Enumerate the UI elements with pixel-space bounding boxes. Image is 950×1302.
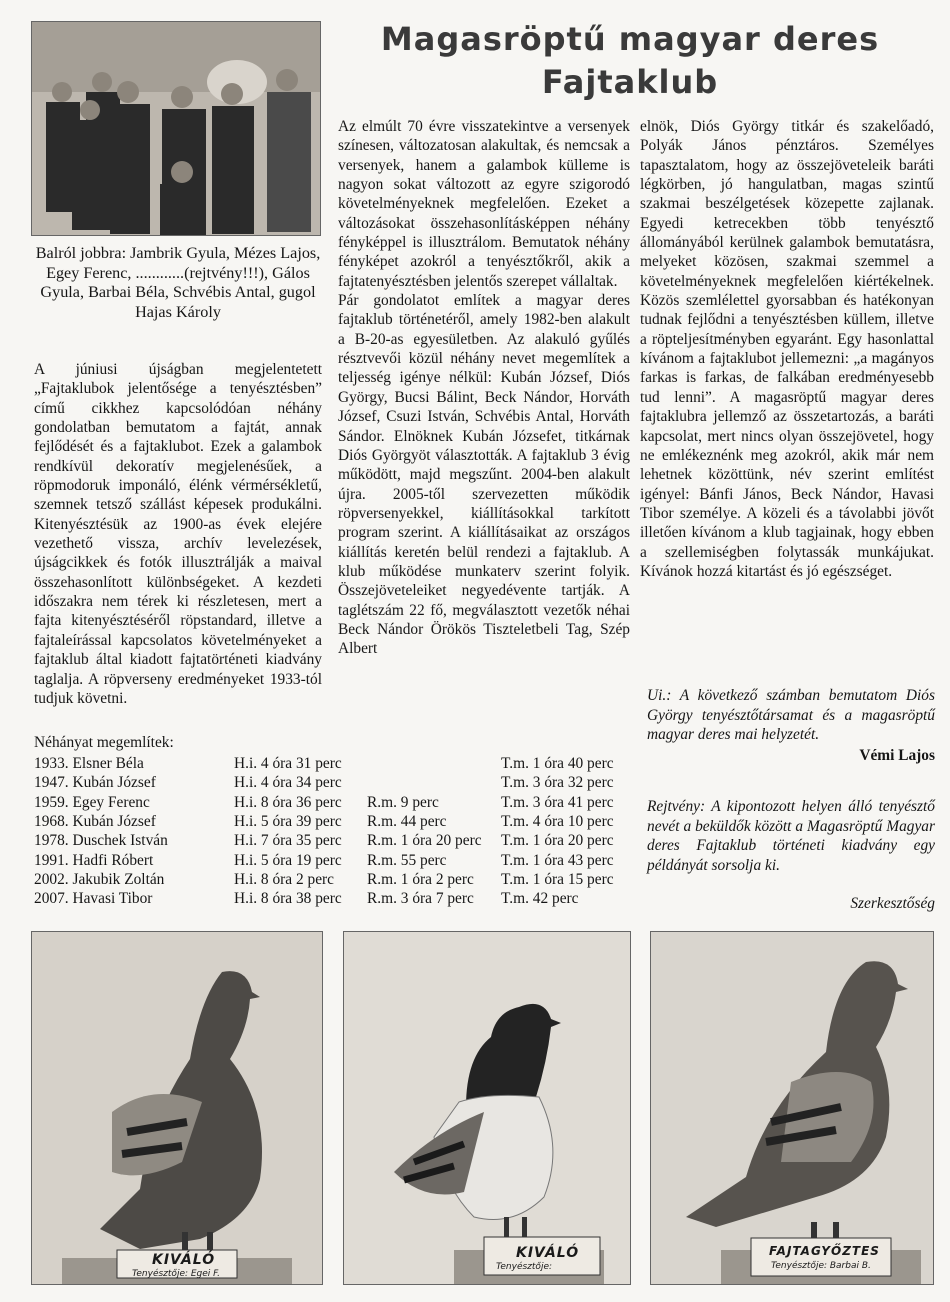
pigeon-plate-breeder: Tenyésztője: Egei F. xyxy=(132,1269,221,1279)
table-row xyxy=(34,793,644,812)
table-row xyxy=(34,812,644,831)
records-heading: Néhányat megemlítek: xyxy=(34,734,174,751)
editor-signature: Szerkesztőség xyxy=(850,895,935,912)
record-rm: R.m. 3 óra 7 perc xyxy=(367,890,474,908)
record-year-name: 1959. Egey Ferenc xyxy=(34,793,150,811)
pigeon-plate-award: KIVÁLÓ xyxy=(152,1252,216,1268)
record-year-name: 1968. Kubán József xyxy=(34,813,156,831)
pigeon-photo-3 xyxy=(650,931,934,1285)
record-rm: R.m. 1 óra 20 perc xyxy=(367,832,482,850)
pigeon-plate-award: KIVÁLÓ xyxy=(516,1245,580,1261)
table-row xyxy=(34,831,644,850)
record-year-name: 2007. Havasi Tibor xyxy=(34,890,153,908)
photo-caption: Balról jobbra: Jambrik Gyula, Mézes Lajos, Egey Ferenc, ............(rejtvény!!!), Gálos Gyula, Barbai Béla, Schvébis Antal, gugol Hajas Károly xyxy=(35,244,321,321)
table-row xyxy=(34,851,644,870)
record-hi: H.i. 8 óra 36 perc xyxy=(234,793,342,811)
records-table xyxy=(34,754,644,909)
pigeon-photo-2 xyxy=(343,931,631,1285)
article-column-middle xyxy=(338,117,630,659)
record-year-name: 1947. Kubán József xyxy=(34,774,156,792)
table-row xyxy=(34,889,644,908)
article-paragraph: A júniusi újságban megjelentetett „Fajtaklubok jelentősége a tenyésztésben” című cikkhez kapcsolódóan néhány gondolatban bemutatom a fajtát, annak fejlődését és a fajtaklubot. Ezek a galambok rendkívül dekoratív megjelenésűek, a röpmodoruk imponáló, élénk vérmérsékletű, szemnek tetsző szállást képesek produkálni. Kitenyésztésük az 1900-as évek elejére vezethető vissza, archív levelezések, újságcikkek és fotók illusztrálják a maival összehasonlított különbségeket. A kezdeti időszakra nem térek ki részletesen, mert a fajta kitenyésztéséről röpstandard, illetve a fajtaleírással kapcsolatos követelményeket a fajtaklub által kiadott fajtatörténeti kiadvány taglalja. A röpverseny eredményeket 1933-tól tudjuk követni. xyxy=(34,361,322,707)
article-column-left xyxy=(34,360,322,708)
record-tm: T.m. 1 óra 15 perc xyxy=(501,871,614,889)
article-paragraph: Pár gondolatot említek a magyar deres fajtaklub történetéről, amely 1982-ben alakult a B-20-as egyesületben. Az alakuló gyűlés résztvevői közül néhány nevet megemlítek a teljesség igénye nélkül: Kubán József, Diós György, Bucsi Bálint, Beck Nándor, Horváth József, Csuzi István, Schvébis Antal, Horváth Sándor. Elnöknek Kubán Józsefet, titkárnak Diós Györgyöt választották. A fajtaklub 3 évig működött, majd megszűnt. 2004-ben alakult újra. 2005-től szervezetten működik röpversenyekkel, kiállításokkal tarkított program szerint. A kiállításaikat az országos kiállítás keretén belül rendezi a fajtaklub. A klub működése munkaterv szerint folyik. Összejöveteleiket negyedévente tartják. A taglétszám 22 fő, megválasztott vezetők néhai Beck Nándor Örökös Tiszteletbeli Tag, Szép Albert xyxy=(338,292,630,658)
pigeon-plate-breeder: Tenyésztője: xyxy=(496,1262,553,1272)
record-year-name: 1978. Duschek István xyxy=(34,832,168,850)
article-column-right xyxy=(640,117,934,581)
table-row xyxy=(34,773,644,792)
article-title xyxy=(335,18,925,104)
record-rm: R.m. 1 óra 2 perc xyxy=(367,871,474,889)
record-tm: T.m. 3 óra 41 perc xyxy=(501,793,614,811)
pigeon-plate-breeder: Tenyésztője: Barbai B. xyxy=(771,1261,871,1271)
record-rm: R.m. 55 perc xyxy=(367,851,447,869)
author-name: Vémi Lajos xyxy=(859,747,935,764)
record-hi: H.i. 5 óra 39 perc xyxy=(234,813,342,831)
record-hi: H.i. 8 óra 38 perc xyxy=(234,890,342,908)
record-tm: T.m. 1 óra 40 perc xyxy=(501,755,614,772)
table-row xyxy=(34,870,644,889)
record-hi: H.i. 8 óra 2 perc xyxy=(234,871,335,889)
record-hi: H.i. 4 óra 34 perc xyxy=(234,774,342,792)
record-tm: T.m. 4 óra 10 perc xyxy=(501,813,614,831)
article-paragraph: Az elmúlt 70 évre visszatekintve a versenyek színesen, változatosan alakultak, és nemcsak a versenyek, hanem a galambok külleme is nagyon sokat változott az egyre szigorodó követelményeknek megfelelően. Ezeket a változásokat összehasonlításképpen néhány fényképpel is illusztrálom. Bemutatok néhány fényképet azokról a tenyésztőkről, akik a fajtatenyésztésben jelentős szerepet vállaltak. xyxy=(338,118,630,290)
pigeon-photo-1 xyxy=(31,931,323,1285)
record-year-name: 2002. Jakubik Zoltán xyxy=(34,871,165,889)
record-tm: T.m. 1 óra 20 perc xyxy=(501,832,614,850)
record-hi: H.i. 5 óra 19 perc xyxy=(234,851,342,869)
record-tm: T.m. 1 óra 43 perc xyxy=(501,851,614,869)
pigeon-plate-award: FAJTAGYŐZTES xyxy=(769,1244,880,1258)
record-rm: R.m. 44 perc xyxy=(367,813,447,831)
table-row xyxy=(34,754,644,773)
group-photo xyxy=(31,21,321,236)
article-paragraph: elnök, Diós György titkár és szakelőadó, Polyák János pénztáros. Személyes tapasztalatom, hogy az összejöveteleik baráti légkörben, jó hangulatban, magas szintű szakmai beszélgetések közepette zajlanak. Egyedi ketrecekben több tenyésztő állományából kerülnek galambok bemutatásra, melyeket közösen, szakmai szemmel a követelményeknek megfelelően kiértékelnek. Közös szemlélettel gyorsabban és hatékonyan tudnak fejlődni a tenyésztésben küllem, illetve a röpteljesítményben egyaránt. Egy hasonlattal kívánom a fajtaklubot jellemezni: „a magányos farkas is farkas, de falkában eredményesebb tud lenni”. A magasröptű magyar deres fajtaklubra jellemző az összetartozás, a baráti kapcsolat, mert nincs olyan összejövetel, hogy ne emlékeznénk meg azokról, akik már nem lehetnek közöttünk, név szerint említést igényel: Bánfi János, Beck Nándor, Havasi Tibor személye. A közeli és a távolabbi jövőt illetően kívánom a klub tagjainak, hogy ebben a szellemiségben folytassák munkájukat. Kívánok hozzá kitartást és jó egészséget. xyxy=(640,118,934,580)
record-hi: H.i. 7 óra 35 perc xyxy=(234,832,342,850)
title-line-1: Magasröptű magyar deres xyxy=(380,20,880,58)
record-rm: R.m. 9 perc xyxy=(367,793,439,811)
postscript-note: Ui.: A következő számban bemutatom Diós György tenyésztőtársamat és a magasröptű magyar deres mai helyzetét. xyxy=(647,687,935,743)
record-tm: T.m. 3 óra 32 perc xyxy=(501,774,614,792)
puzzle-note: Rejtvény: A kipontozott helyen álló tenyésztő nevét a beküldők között a Magasröptű Magyar deres Fajtaklub történeti kiadvány egy példányát sorsolja ki. xyxy=(647,798,935,874)
record-tm: T.m. 42 perc xyxy=(501,890,579,908)
record-hi: H.i. 4 óra 31 perc xyxy=(234,755,342,772)
title-line-2: Fajtaklub xyxy=(541,63,719,101)
record-year-name: 1991. Hadfi Róbert xyxy=(34,851,154,869)
record-year-name: 1933. Elsner Béla xyxy=(34,755,144,772)
